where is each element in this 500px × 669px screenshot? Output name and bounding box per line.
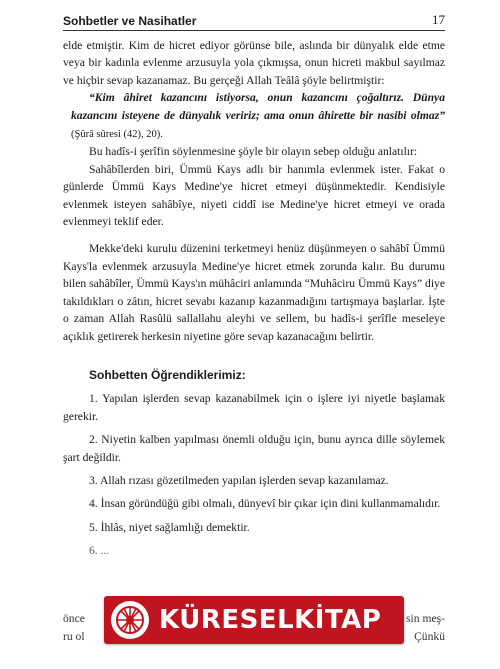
- book-page: [63, 10, 445, 566]
- paragraph: elde etmiştir. Kim de hicret ediyor görünse bile, aslında bir dünyalık elde etme veya bir kadınla evlenme arzusuyla yola çıkmışsa, onun hicreti makbul sayılmaz ve hiçbir sevap kazanamaz. Bu gerçeği Allah Teâlâ şöyle belirtmiştir:: [63, 39, 445, 87]
- quran-quote: [63, 89, 445, 143]
- page-header: [63, 10, 445, 31]
- partial-text-right-2: Çünkü: [414, 630, 445, 643]
- globe-logo-icon: [111, 601, 149, 639]
- paragraph: Sahâbîlerden biri, Ümmü Kays adlı bir hanımla evlenmek ister. Fakat o günlerde Ümmü Kays Medine'ye hicret etmeyi düşünmektedir. Kendisiyle evlenmek isteyen sahâbîye, niyeti ciddî ise Medine'ye hicret etmeyi ve orada evlenmeyi teklif eder.: [63, 162, 445, 229]
- watermark-banner: [104, 596, 404, 644]
- brand-name: KÜRESELKİTAP: [159, 605, 382, 635]
- partial-text-left: önce: [63, 612, 85, 625]
- running-title: Sohbetler ve Nasihatler: [63, 14, 197, 28]
- list-item: 5. İhlâs, niyet sağlamlığı demektir.: [89, 520, 250, 534]
- paragraph: Mekke'deki kurulu düzenini terketmeyi henüz düşünmeyen o sahâbî Ümmü Kays'la evlenmek arzusuyla Medine'ye hicret etmek zorunda kalır. Bu durumu bilen sahâbîler, Ümmü Kays'ın mühâciri anlamında “Muhâciru Ümmü Kays” diye takıldıkları o zâtın, hicret sevabı kazanıp kazanmadığını tartışmaya başlarlar. İşte o zaman Allah Rasûlü sallallahu aleyhi ve sellem, bu hadîs-i şerîfle meseleye açıklık getirerek herkesin niyetine göre sevap kazanacağını belirtir.: [63, 242, 445, 343]
- list-item: 3. Allah rızası gözetilmeden yapılan işlerden sevap kazanılamaz.: [89, 473, 389, 487]
- partial-text-right: sin meş-: [406, 612, 445, 625]
- quote-text: “Kim âhiret kazancını istiyorsa, onun kazancını çoğaltırız. Dünya kazancını isteyene de dünyalık veririz; ama onun âhirette bir nasibi olmaz”: [71, 91, 445, 122]
- paragraph: Bu hadîs-i şerîfin söylenmesine şöyle bir olayın sebep olduğu anlatılır:: [89, 145, 418, 159]
- lessons-list: [63, 390, 445, 559]
- quote-source: (Şûrâ sûresi (42), 20).: [71, 129, 163, 141]
- page-number: 17: [432, 12, 445, 27]
- list-item-partial: 6. ...: [89, 544, 110, 558]
- list-item: 2. Niyetin kalben yapılması önemli olduğu için, bunu ayrıca dille söylemek şart değildir.: [63, 433, 445, 464]
- list-item: 1. Yapılan işlerden sevap kazanabilmek için o işlere iyi niyetle başlamak gerekir.: [63, 392, 445, 423]
- section-heading: Sohbetten Öğrendiklerimiz:: [89, 367, 246, 382]
- partial-text-left-2: ru ol: [63, 630, 85, 643]
- list-item: 4. İnsan göründüğü gibi olmalı, dünyevî bir çıkar için dini kullanmamalıdır.: [89, 497, 441, 511]
- page-body: [63, 37, 445, 560]
